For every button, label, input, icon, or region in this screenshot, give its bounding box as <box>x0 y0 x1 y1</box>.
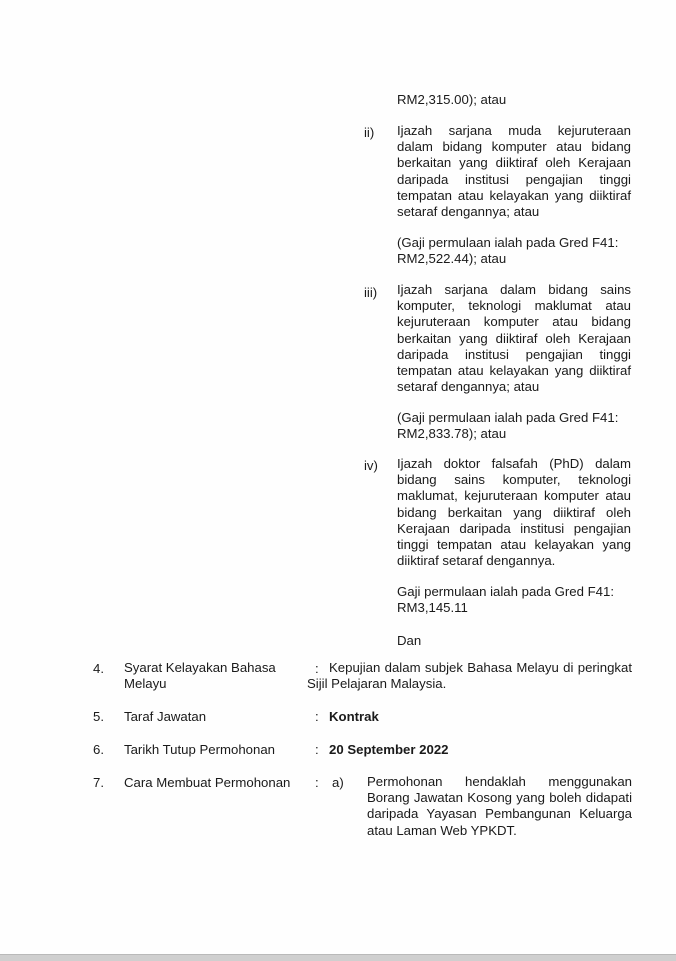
salary-amount: RM2,833.78); atau <box>397 426 507 441</box>
section-colon: : <box>315 775 319 790</box>
section-number: 7. <box>93 775 104 790</box>
section-colon: : <box>315 661 319 676</box>
item-marker: ii) <box>364 125 375 140</box>
salary-line: (Gaji permulaan ialah pada Gred F41: <box>397 410 619 425</box>
salary-amount: RM2,522.44); atau <box>397 251 507 266</box>
section-value: Kontrak <box>329 709 379 724</box>
qualification-text: Ijazah sarjana dalam bidang sains komputer, teknologi maklumat atau kejuruteraan komputer atau bidang berkaitan yang diiktiraf oleh Kerajaan daripada institusi pengajian tinggi tempatan atau kelayakan yang diiktiraf setaraf dengannya; atau <box>397 282 631 395</box>
item-marker: iv) <box>364 458 378 473</box>
salary-line: (Gaji permulaan ialah pada Gred F41: <box>397 235 619 250</box>
conjunction: Dan <box>397 633 422 648</box>
section-label: Syarat Kelayakan Bahasa Melayu <box>124 660 276 692</box>
section-number: 5. <box>93 709 104 724</box>
qualification-text: Ijazah sarjana muda kejuruteraan dalam bidang komputer atau bidang berkaitan yang diiktiraf oleh Kerajaan daripada institusi pengajian tinggi tempatan atau kelayakan yang diiktiraf setaraf dengannya; atau <box>397 123 631 220</box>
salary-amount: RM3,145.11 <box>397 600 468 615</box>
section-colon: : <box>315 742 319 757</box>
section-label: Taraf Jawatan <box>124 709 207 724</box>
continuation-text: RM2,315.00); atau <box>397 92 507 107</box>
section-number: 6. <box>93 742 104 757</box>
section-value: 20 September 2022 <box>329 742 449 757</box>
sub-item-marker: a) <box>332 775 344 790</box>
item-marker: iii) <box>364 285 378 300</box>
qualification-text: Ijazah doktor falsafah (PhD) dalam bidang sains komputer, teknologi maklumat, kejuruteraan komputer atau bidang berkaitan yang diiktiraf oleh Kerajaan daripada institusi pengajian tinggi tempatan atau kelayakan yang diiktiraf setaraf dengannya. <box>397 456 631 569</box>
salary-line: Gaji permulaan ialah pada Gred F41: <box>397 584 614 599</box>
section-value: Permohonan hendaklah menggunakan Borang Jawatan Kosong yang boleh didapati daripada Yayasan Pembangunan Keluarga atau Laman Web YPKDT. <box>367 774 632 838</box>
section-label: Tarikh Tutup Permohonan <box>124 742 276 757</box>
section-value: Kepujian dalam subjek Bahasa Melayu di peringkat Sijil Pelajaran Malaysia. <box>307 660 632 692</box>
section-label: Cara Membuat Permohonan <box>124 775 291 790</box>
section-number: 4. <box>93 661 104 676</box>
section-colon: : <box>315 709 319 724</box>
